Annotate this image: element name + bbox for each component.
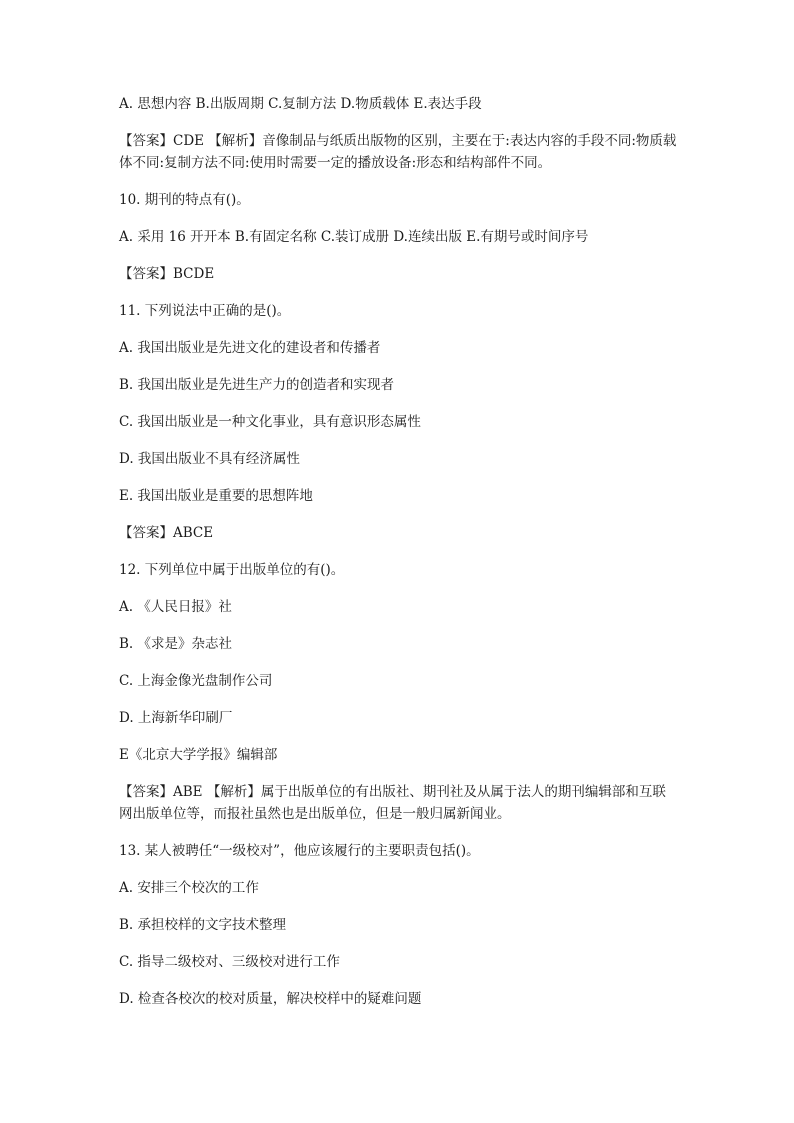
option-c: C. 我国出版业是一种文化事业，具有意识形态属性	[119, 414, 421, 430]
option-d: D. 上海新华印刷厂	[119, 710, 233, 726]
option-e: E《北京大学学报》编辑部	[119, 747, 278, 763]
question-10: 10. 期刊的特点有()。	[119, 192, 250, 208]
answer-line: 【答案】BCDE	[119, 266, 215, 282]
document-body	[119, 93, 679, 1025]
option-d: D. 我国出版业不具有经济属性	[119, 451, 300, 467]
option-d: D. 检查各校次的校对质量，解决校样中的疑难问题	[119, 991, 422, 1007]
option-line: A. 采用 16 开开本 B.有固定名称 C.装订成册 D.连续出版 E.有期号或时间序号	[119, 229, 589, 245]
question-11: 11. 下列说法中正确的是()。	[119, 303, 291, 319]
question-13: 13. 某人被聘任“一级校对”，他应该履行的主要职责包括()。	[119, 843, 480, 859]
option-line: A. 思想内容 B.出版周期 C.复制方法 D.物质载体 E.表达手段	[119, 96, 482, 112]
option-c: C. 指导二级校对、三级校对进行工作	[119, 954, 340, 970]
option-e: E. 我国出版业是重要的思想阵地	[119, 488, 313, 504]
option-c: C. 上海金像光盘制作公司	[119, 673, 273, 689]
answer-explanation: 【答案】CDE 【解析】音像制品与纸质出版物的区别，主要在于:表达内容的手段不同:物质载体不同:复制方法不同:使用时需要一定的播放设备:形态和结构部件不同。	[119, 133, 677, 171]
option-a: A. 安排三个校次的工作	[119, 880, 259, 896]
option-b: B. 我国出版业是先进生产力的创造者和实现者	[119, 377, 395, 393]
option-b: B. 《求是》杂志社	[119, 636, 233, 652]
answer-explanation: 【答案】ABE 【解析】属于出版单位的有出版社、期刊社及从属于法人的期刊编辑部和互联网出版单位等，而报社虽然也是出版单位，但是一般归属新闻业。	[119, 784, 666, 822]
option-b: B. 承担校样的文字技术整理	[119, 917, 287, 933]
option-a: A. 我国出版业是先进文化的建设者和传播者	[119, 340, 381, 356]
answer-line: 【答案】ABCE	[119, 525, 214, 541]
option-a: A. 《人民日报》社	[119, 599, 232, 615]
question-12: 12. 下列单位中属于出版单位的有()。	[119, 562, 345, 578]
